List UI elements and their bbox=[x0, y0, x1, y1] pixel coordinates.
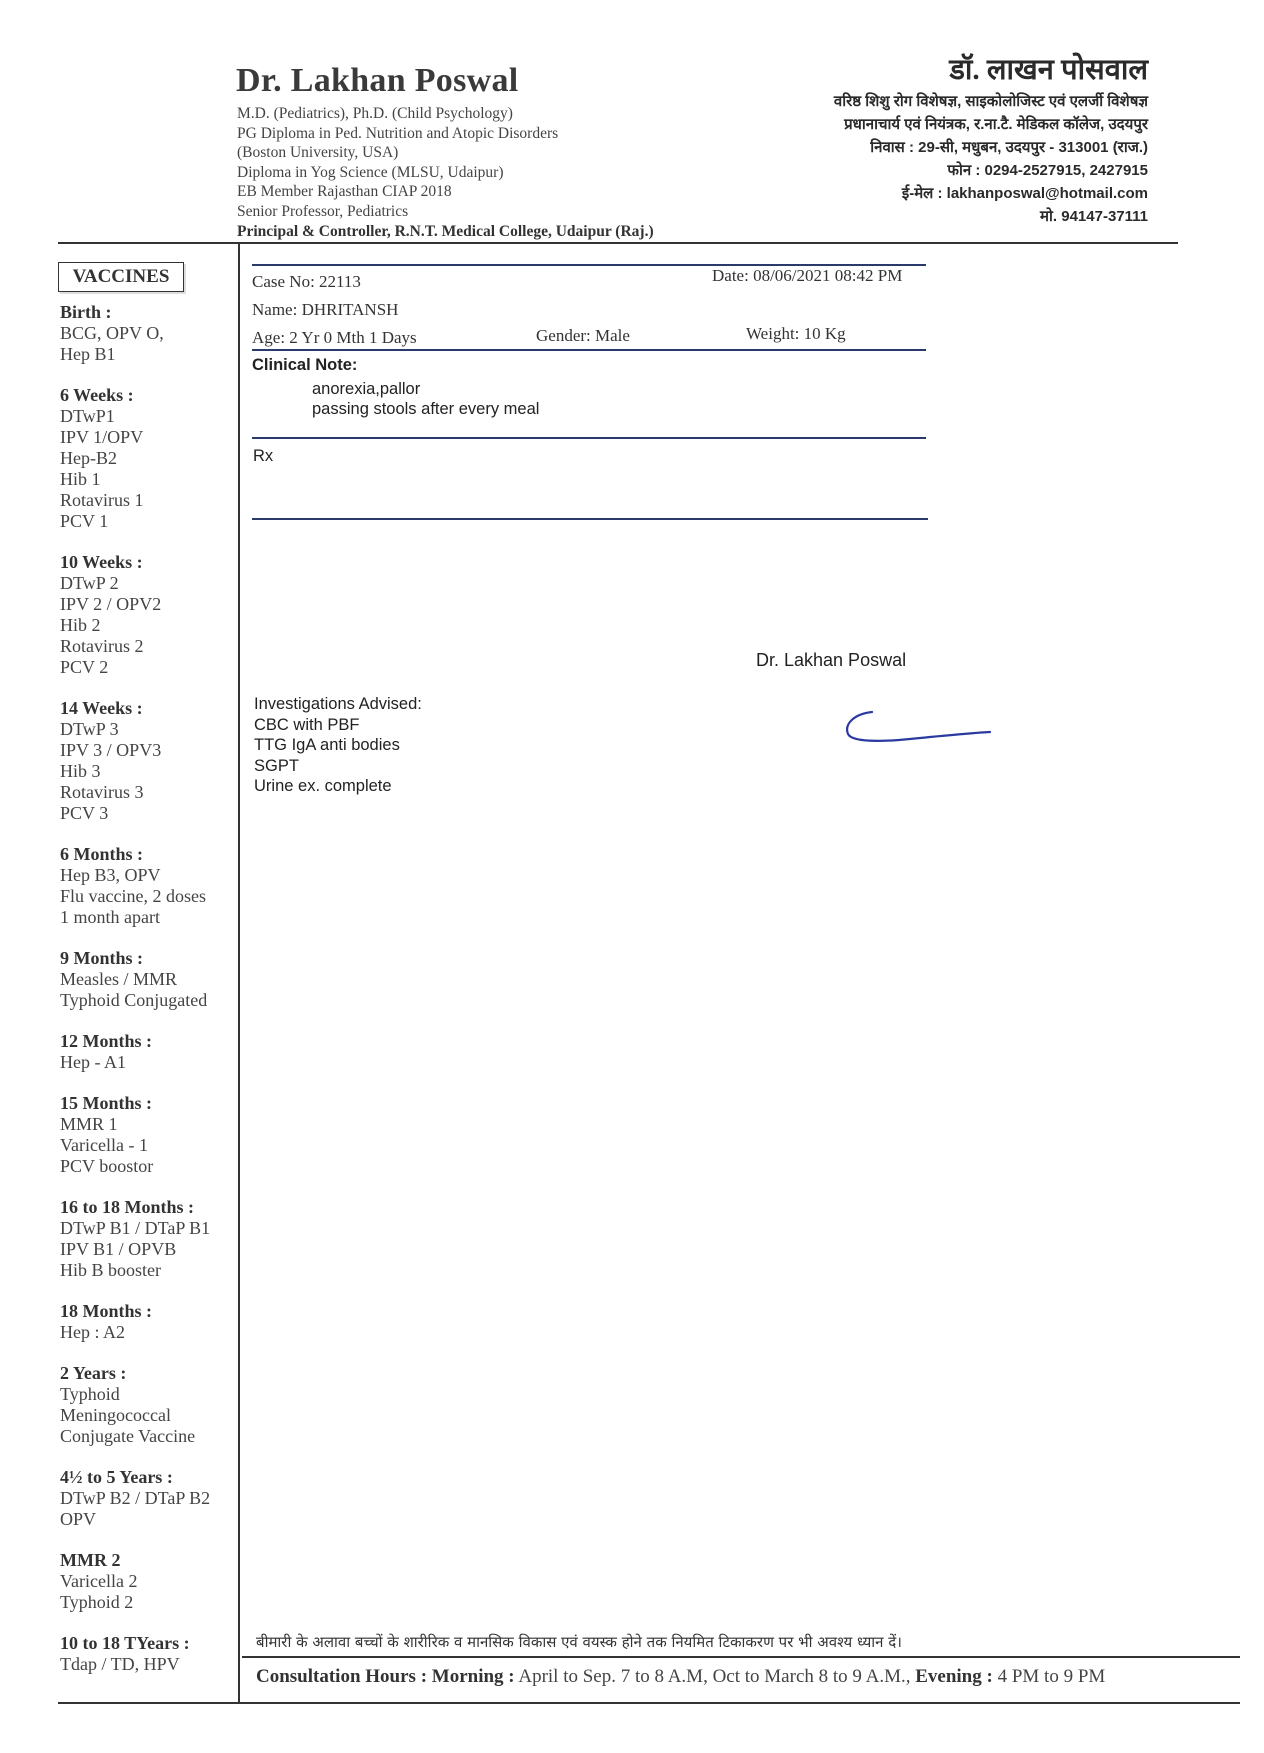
case-number: Case No: 22113 bbox=[252, 272, 361, 291]
vaccine-group bbox=[60, 1550, 240, 1613]
vaccine-group bbox=[60, 1197, 240, 1281]
investigation-item: Urine ex. complete bbox=[254, 777, 392, 795]
patient-name: Name: DHRITANSH bbox=[252, 300, 399, 319]
vaccine-item: Typhoid Conjugated bbox=[60, 990, 208, 1010]
vaccine-item: Typhoid 2 bbox=[60, 1592, 134, 1612]
vaccine-item: IPV 3 / OPV3 bbox=[60, 740, 162, 760]
vaccine-group bbox=[60, 1093, 240, 1177]
vaccine-group bbox=[60, 302, 240, 365]
vaccine-age-heading: 10 to 18 TYears : bbox=[60, 1633, 190, 1653]
vaccine-age-heading: 15 Months : bbox=[60, 1093, 153, 1113]
vaccine-item: PCV 3 bbox=[60, 803, 109, 823]
rx-rule bbox=[252, 518, 928, 520]
investigations-label: Investigations Advised: bbox=[254, 695, 422, 713]
vaccine-age-heading: 2 Years : bbox=[60, 1363, 127, 1383]
qualification-line: M.D. (Pediatrics), Ph.D. (Child Psychology) bbox=[237, 105, 513, 122]
qualification-line: Diploma in Yog Science (MLSU, Udaipur) bbox=[237, 163, 504, 181]
vaccine-age-heading: Birth : bbox=[60, 302, 112, 322]
vaccine-item: Rotavirus 1 bbox=[60, 490, 144, 510]
vaccine-group bbox=[60, 1467, 240, 1530]
vaccine-item: Hep : A2 bbox=[60, 1322, 125, 1342]
vaccine-item: Hep B3, OPV bbox=[60, 865, 161, 885]
vaccine-item: 1 month apart bbox=[60, 907, 160, 927]
hindi-line: निवास : 29-सी, मधुबन, उदयपुर - 313001 (राज.) bbox=[870, 139, 1148, 156]
clinical-notes bbox=[312, 379, 539, 419]
clinical-note-line: anorexia,pallor bbox=[312, 380, 421, 398]
visit-date: Date: 08/06/2021 08:42 PM bbox=[712, 266, 903, 285]
vaccine-group bbox=[60, 1301, 240, 1343]
vaccine-item: Varicella 2 bbox=[60, 1571, 138, 1591]
vaccine-group bbox=[60, 844, 240, 928]
vaccine-item: DTwP 3 bbox=[60, 719, 119, 739]
vaccine-item: Hep-B2 bbox=[60, 448, 117, 468]
signature-name: Dr. Lakhan Poswal bbox=[756, 650, 907, 670]
consultation-hours bbox=[256, 1666, 1105, 1688]
vaccine-group bbox=[60, 552, 240, 678]
vaccine-item: Measles / MMR bbox=[60, 969, 177, 989]
morning-hours: April to Sep. 7 to 8 A.M, Oct to March 8 to 9 A.M., bbox=[518, 1666, 911, 1687]
patient-gender: Gender: Male bbox=[536, 326, 630, 345]
investigation-item: SGPT bbox=[254, 756, 299, 775]
vaccine-item: Rotavirus 3 bbox=[60, 782, 144, 802]
vaccine-age-heading: MMR 2 bbox=[60, 1550, 121, 1570]
vaccine-item: DTwP B1 / DTaP B1 bbox=[60, 1218, 211, 1238]
vaccine-item: BCG, OPV O, bbox=[60, 323, 164, 343]
vaccine-group bbox=[60, 1031, 240, 1073]
vaccine-item: PCV 1 bbox=[60, 511, 109, 531]
vaccine-age-heading: 9 Months : bbox=[60, 948, 144, 968]
vaccine-group bbox=[60, 1633, 240, 1675]
evening-label: Evening : bbox=[915, 1666, 993, 1687]
investigation-item: TTG IgA anti bodies bbox=[254, 736, 400, 754]
vaccine-item: DTwP1 bbox=[60, 406, 115, 426]
morning-label: Morning : bbox=[431, 1666, 515, 1687]
clinical-rule bbox=[252, 437, 926, 439]
clinical-note-label: Clinical Note: bbox=[252, 356, 358, 374]
vaccine-age-heading: 14 Weeks : bbox=[60, 698, 143, 718]
vaccine-item: Hep B1 bbox=[60, 344, 116, 364]
vaccine-item: Tdap / TD, HPV bbox=[60, 1654, 180, 1674]
vaccine-item: IPV 2 / OPV2 bbox=[60, 594, 162, 614]
qualification-line: PG Diploma in Ped. Nutrition and Atopic Disorders bbox=[237, 124, 559, 142]
vaccine-item: Conjugate Vaccine bbox=[60, 1426, 196, 1446]
hindi-line: वरिष्ठ शिशु रोग विशेषज्ञ, साइकोलोजिस्ट एवं एलर्जी विशेषज्ञ bbox=[833, 93, 1148, 110]
vaccine-age-heading: 18 Months : bbox=[60, 1301, 153, 1321]
rx-label: Rx bbox=[253, 447, 274, 465]
vaccine-group bbox=[60, 698, 240, 824]
vaccine-group bbox=[60, 948, 240, 1011]
vaccine-list bbox=[60, 302, 240, 1695]
doctor-name-english: Dr. Lakhan Poswal bbox=[236, 62, 519, 99]
vaccine-item: Typhoid bbox=[60, 1384, 120, 1404]
hindi-line: मो. 94147-37111 bbox=[1040, 208, 1148, 225]
evening-hours: 4 PM to 9 PM bbox=[997, 1666, 1106, 1687]
vaccine-item: DTwP B2 / DTaP B2 bbox=[60, 1488, 211, 1508]
doctor-name-hindi: डॉ. लाखन पोसवाल bbox=[949, 54, 1148, 86]
hindi-line: ई-मेल : lakhanposwal@hotmail.com bbox=[901, 185, 1148, 202]
hindi-line: प्रधानाचार्य एवं नियंत्रक, र.ना.टै. मेडिकल कॉलेज, उदयपुर bbox=[844, 116, 1148, 133]
investigation-item: CBC with PBF bbox=[254, 715, 360, 734]
vaccine-item: Meningococcal bbox=[60, 1405, 171, 1425]
vaccine-age-heading: 10 Weeks : bbox=[60, 552, 143, 572]
consultation-label: Consultation Hours : bbox=[256, 1666, 428, 1687]
vaccine-column bbox=[58, 244, 240, 1702]
vaccine-item: OPV bbox=[60, 1509, 97, 1529]
vaccine-item: PCV 2 bbox=[60, 657, 109, 677]
hindi-line: फोन : 0294-2527915, 2427915 bbox=[947, 162, 1148, 179]
vaccines-title: VACCINES bbox=[58, 262, 184, 292]
vaccine-age-heading: 6 Weeks : bbox=[60, 385, 134, 405]
qualification-line: (Boston University, USA) bbox=[237, 144, 399, 162]
signature-mark bbox=[840, 706, 1000, 756]
vaccine-age-heading: 16 to 18 Months : bbox=[60, 1197, 194, 1217]
vaccine-item: MMR 1 bbox=[60, 1114, 118, 1134]
vaccine-item: DTwP 2 bbox=[60, 573, 119, 593]
vaccine-item: Hib 3 bbox=[60, 761, 101, 781]
vaccine-item: Hib 1 bbox=[60, 469, 101, 489]
vaccine-item: Hep - A1 bbox=[60, 1052, 126, 1072]
vaccine-item: Rotavirus 2 bbox=[60, 636, 144, 656]
patient-rule bbox=[252, 349, 926, 351]
bottom-divider bbox=[58, 1702, 1240, 1704]
vaccine-item: PCV boostor bbox=[60, 1156, 154, 1176]
vaccine-item: Flu vaccine, 2 doses bbox=[60, 886, 206, 906]
vaccine-age-heading: 4½ to 5 Years : bbox=[60, 1467, 173, 1487]
vaccine-item: Varicella - 1 bbox=[60, 1135, 148, 1155]
qualifications bbox=[237, 104, 654, 241]
vaccine-item: Hib B booster bbox=[60, 1260, 161, 1280]
qualification-line: Principal & Controller, R.N.T. Medical College, Udaipur (Raj.) bbox=[237, 222, 654, 240]
investigations bbox=[254, 694, 422, 797]
hindi-header bbox=[834, 50, 1148, 228]
patient-weight: Weight: 10 Kg bbox=[746, 324, 846, 343]
vaccine-group bbox=[60, 1363, 240, 1447]
patient-age: Age: 2 Yr 0 Mth 1 Days bbox=[252, 328, 417, 347]
vaccine-item: IPV 1/OPV bbox=[60, 427, 144, 447]
vaccine-group bbox=[60, 385, 240, 532]
qualification-line: Senior Professor, Pediatrics bbox=[237, 202, 409, 220]
vaccine-age-heading: 12 Months : bbox=[60, 1031, 153, 1051]
vaccine-age-heading: 6 Months : bbox=[60, 844, 144, 864]
footer-advice-hindi: बीमारी के अलावा बच्चों के शारीरिक व मानसिक विकास एवं वयस्क होने तक नियमित टिकाकरण पर भी अवश्य ध्यान दें। bbox=[256, 1633, 902, 1651]
qualification-line: EB Member Rajasthan CIAP 2018 bbox=[237, 183, 452, 201]
vaccine-item: Hib 2 bbox=[60, 615, 101, 635]
footer-divider bbox=[242, 1656, 1240, 1658]
vaccine-item: IPV B1 / OPVB bbox=[60, 1239, 177, 1259]
clinical-note-line: passing stools after every meal bbox=[312, 400, 540, 418]
